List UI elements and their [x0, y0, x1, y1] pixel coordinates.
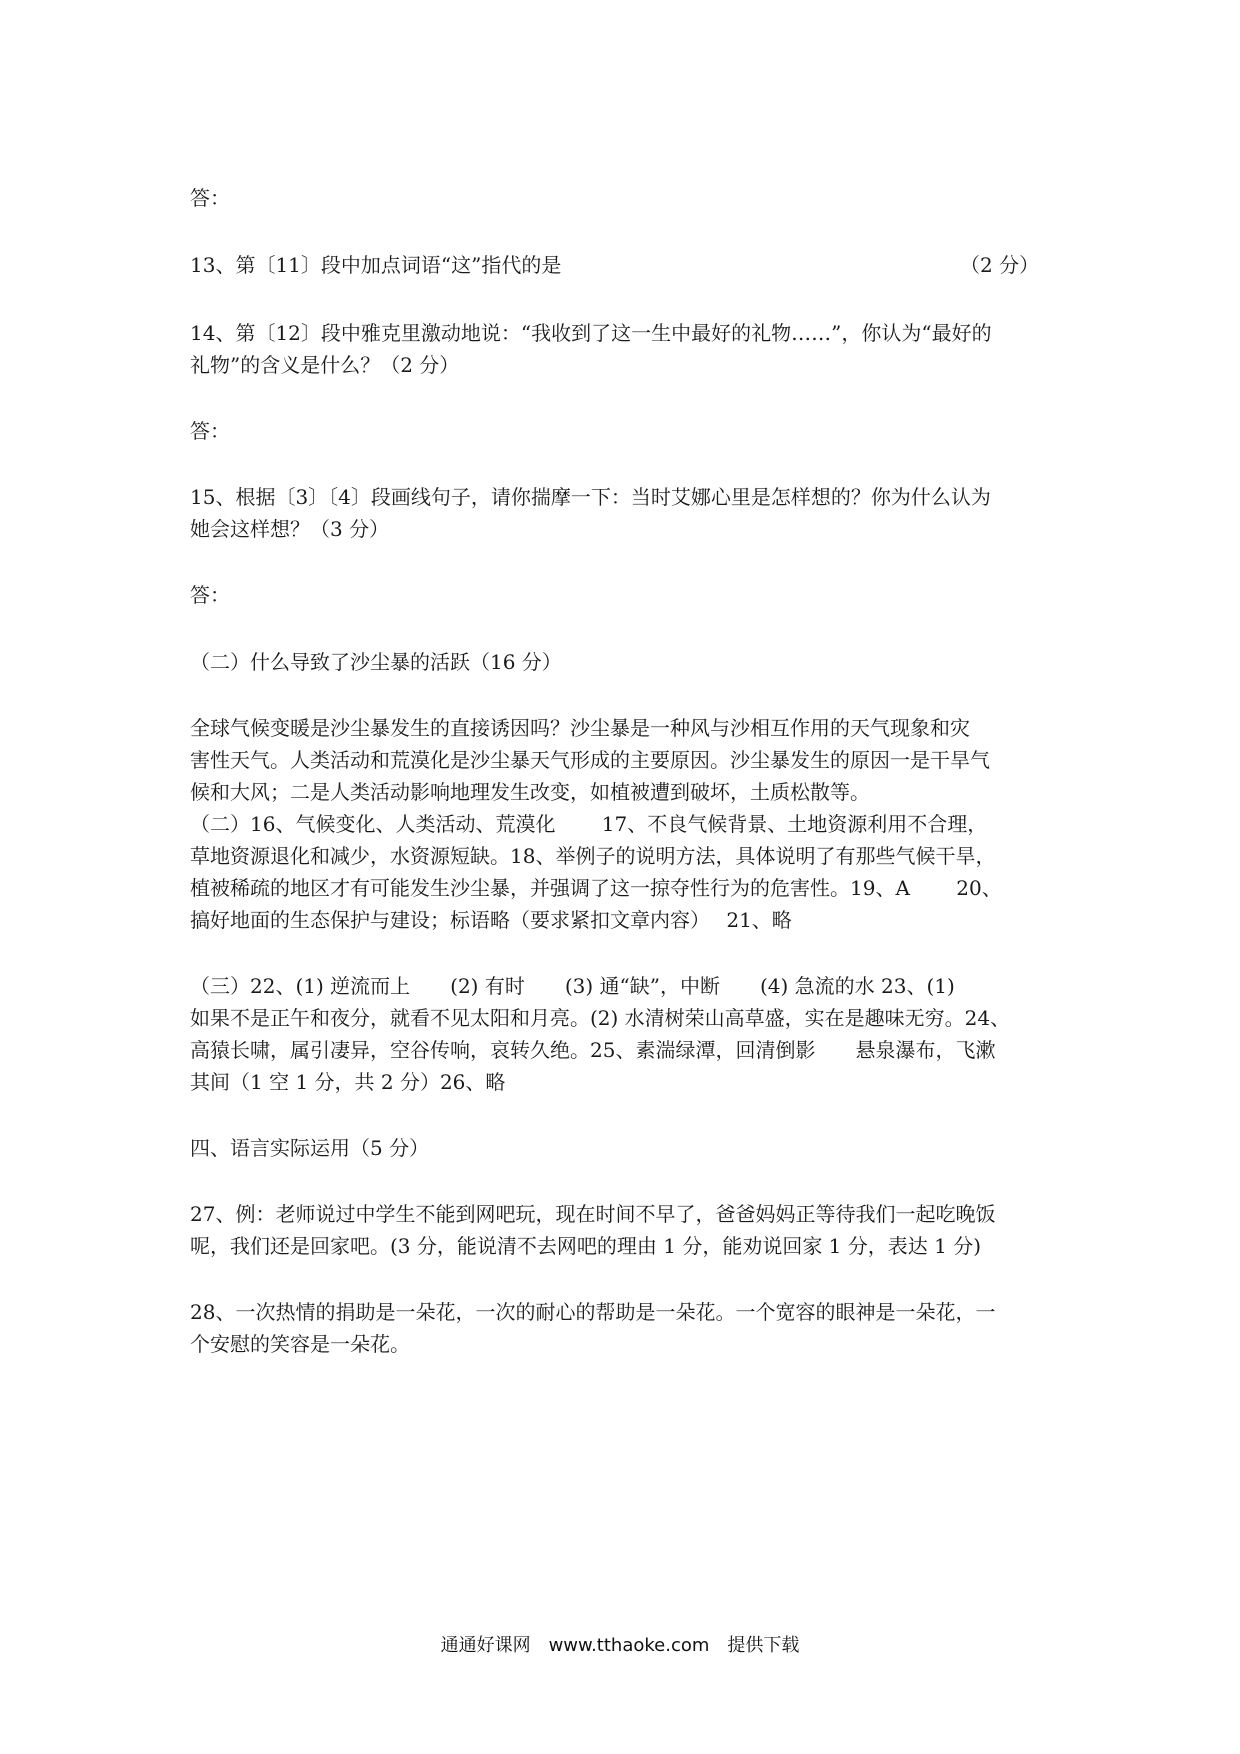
paragraph-1-line-1: 全球气候变暖是沙尘暴发生的直接诱因吗？沙尘暴是一种风与沙相互作用的天气现象和灾 — [190, 716, 970, 740]
paragraph-2-line-1: （二）16、气候变化、人类活动、荒漠化 17、不良气候背景、土地资源利用不合理， — [190, 812, 988, 836]
question-15-line-2: 她会这样想？（3 分） — [190, 517, 390, 541]
paragraph-3-line-4: 其间（1 空 1 分，共 2 分）26、略 — [190, 1070, 506, 1094]
paragraph-1-line-3: 候和大风；二是人类活动影响地理发生改变，如植被遭到破坏，土质松散等。 — [190, 780, 870, 804]
question-15-line-1: 15、根据〔3〕〔4〕段画线句子，请你揣摩一下：当时艾娜心里是怎样想的？你为什么认为 — [190, 485, 991, 509]
question-27-line-2: 呢，我们还是回家吧。(3 分，能说清不去网吧的理由 1 分，能劝说回家 1 分，表达 1 分) — [190, 1234, 982, 1258]
question-14-line-2: 礼物”的含义是什么？（2 分） — [190, 353, 460, 377]
paragraph-3-line-3: 高猿长啸，属引凄异，空谷传响，哀转久绝。25、素湍绿潭，回清倒影 悬泉瀑布，飞漱 — [190, 1038, 996, 1062]
answer-label-2: 答： — [190, 419, 230, 443]
paragraph-2-line-2: 草地资源退化和减少，水资源短缺。18、举例子的说明方法，具体说明了有那些气候干旱， — [190, 844, 996, 868]
section-2-title: （二）什么导致了沙尘暴的活跃（16 分） — [190, 650, 562, 674]
question-13: 13、第〔11〕段中加点词语“这”指代的是 — [190, 253, 562, 277]
section-4-title: 四、语言实际运用（5 分） — [190, 1136, 430, 1160]
paragraph-2-line-3: 植被稀疏的地区才有可能发生沙尘暴，并强调了这一掠夺性行为的危害性。19、A 20、 — [190, 876, 1002, 900]
question-28-line-1: 28、一次热情的捐助是一朵花，一次的耐心的帮助是一朵花。一个宽容的眼神是一朵花，一 — [190, 1300, 996, 1324]
paragraph-3-line-2: 如果不是正午和夜分，就看不见太阳和月亮。(2) 水清树荣山高草盛，实在是趣味无穷。24、 — [190, 1006, 1011, 1030]
paragraph-3-line-1: （三）22、(1) 逆流而上 (2) 有时 (3) 通“缺”，中断 (4) 急流的水 23、(1) — [190, 974, 955, 998]
question-28-line-2: 个安慰的笑容是一朵花。 — [190, 1332, 410, 1356]
answer-label-3: 答： — [190, 583, 230, 607]
paragraph-2-line-4: 搞好地面的生态保护与建设；标语略（要求紧扣文章内容） 21、略 — [190, 908, 792, 932]
answer-label-1: 答： — [190, 186, 230, 210]
question-27-line-1: 27、例：老师说过中学生不能到网吧玩，现在时间不早了，爸爸妈妈正等待我们一起吃晚饭 — [190, 1202, 996, 1226]
paragraph-1-line-2: 害性天气。人类活动和荒漠化是沙尘暴天气形成的主要原因。沙尘暴发生的原因一是干旱气 — [190, 748, 990, 772]
question-13-score: （2 分） — [960, 253, 1040, 277]
page-footer: 通通好课网 www.tthaoke.com 提供下载 — [440, 1635, 800, 1656]
question-14-line-1: 14、第〔12〕段中雅克里激动地说：“我收到了这一生中最好的礼物……”，你认为“最好的 — [190, 321, 992, 345]
